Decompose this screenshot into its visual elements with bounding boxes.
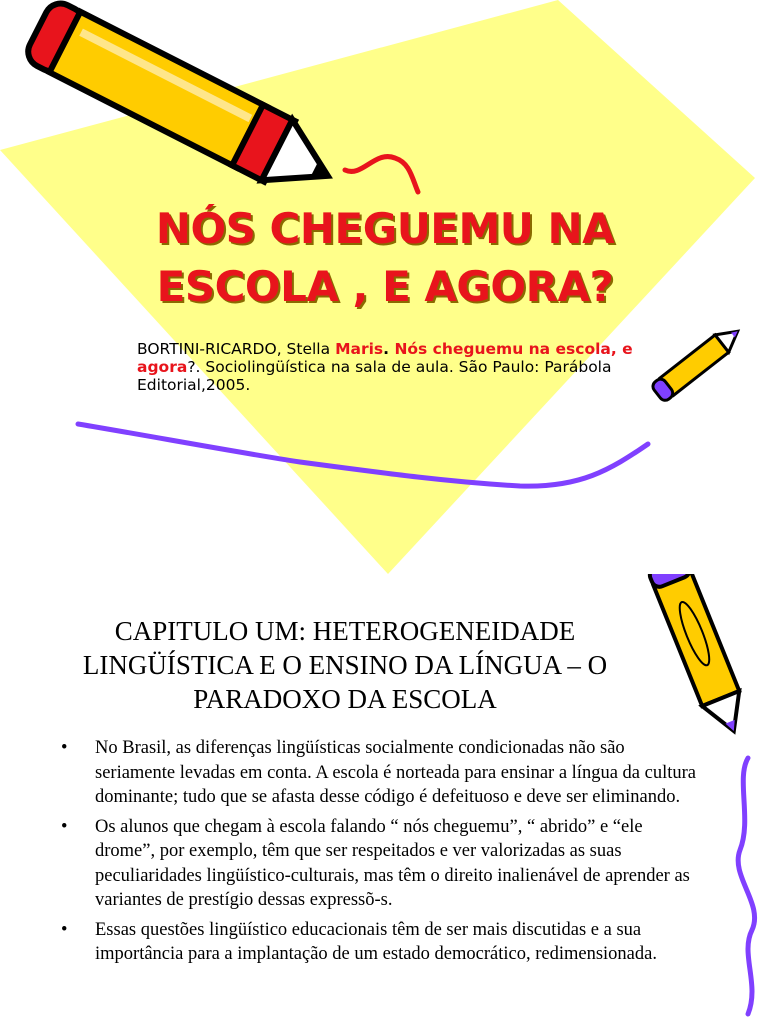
slide-2-title: CAPITULO UM: HETEROGENEIDADE LINGÜÍSTICA E O ENSINO DA LÍNGUA – O PARADOXO DA ESCOLA [82,616,608,714]
citation-separator: , [276,340,287,358]
pencil-icon-small [651,323,745,403]
list-item [58,918,698,967]
citation-rest: ?. Sociolingüística na sala de aula. São Paulo: Parábola Editorial,2005. [137,358,612,394]
citation-author: BORTINI-RICARDO [137,340,277,358]
bullet-marker: • [61,919,68,940]
pencil-icon-vertical [647,574,752,738]
slide-1-title: NÓS CHEGUEMU NA ESCOLA , E AGORA? [155,204,615,311]
citation-first-name: Stella [286,340,331,358]
slide-2 [0,574,768,1024]
list-item [58,736,698,810]
bullet-marker: • [61,738,68,758]
purple-squiggle [738,758,754,1014]
citation-book-title: Nós cheguemu na escola, e agora [137,340,633,376]
citation-middle-name: Maris [335,340,384,358]
citation-separator: . [383,340,395,358]
bullet-text: Os alunos que chegam à escola falando “ nós cheguemu”, “ abrido” e “ele drome”, por exemplo, têm que ser respeitados e ver valorizadas as suas peculiaridades lingüístico-culturais, mas têm o direito inalienável de aprender as variantes de prestígio dessas expressõ-s. [95,816,690,910]
bullet-marker: • [61,816,68,837]
list-item [58,815,698,913]
bullet-text: Essas questões lingüístico educacionais têm de ser mais discutidas e a sua importância para a implantação de um estado democrático, redimensionada. [95,919,657,964]
bullet-list [58,736,698,972]
citation [137,340,637,394]
bullet-text: No Brasil, as diferenças lingüísticas socialmente condicionadas não são seriamente levadas em conta. A escola é norteada para ensinar a língua da cultura dominante; tudo que se afasta desse código é defeituoso e deve ser eliminando. [95,738,696,807]
